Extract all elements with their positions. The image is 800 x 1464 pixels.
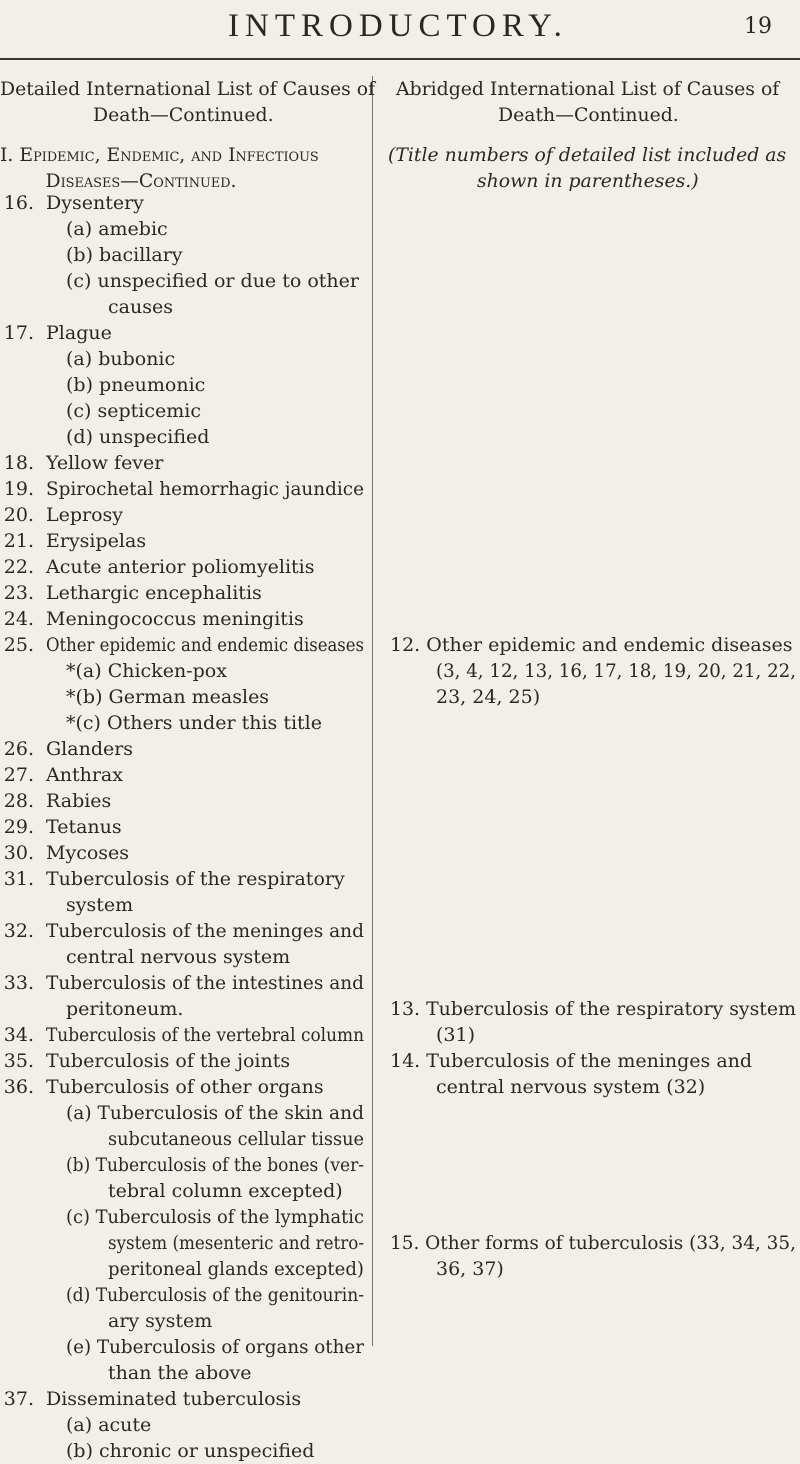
- running-head-title: INTRODUCTORY.: [228, 8, 568, 44]
- entry-text: *(c) Others under this title: [66, 712, 322, 734]
- list-entry-continuation: [0, 1100, 368, 1126]
- list-entry-continuation: [0, 346, 368, 372]
- list-entry-continuation: [0, 996, 368, 1022]
- entry-number: 27.: [3, 764, 34, 786]
- entry-number: 31.: [3, 868, 34, 890]
- entry-text: peritoneum.: [66, 998, 184, 1020]
- list-entry-continuation: [0, 1412, 368, 1438]
- entry-text: causes: [108, 296, 173, 318]
- entry-text: *(b) German measles: [66, 686, 270, 708]
- entry-text: Disseminated tuberculosis: [46, 1388, 302, 1410]
- entry-number: 34.: [3, 1024, 34, 1046]
- abridged-entry-14-cont: central nervous system (32): [436, 1076, 706, 1098]
- list-entry-continuation: [0, 1256, 368, 1282]
- abridged-list-note-line2: shown in parentheses.): [477, 170, 699, 192]
- list-entry: [0, 970, 368, 996]
- list-entry: [0, 580, 368, 606]
- entry-text: (a) acute: [66, 1414, 152, 1436]
- list-entry: [0, 528, 368, 554]
- entry-text: subcutaneous cellular tissue: [108, 1128, 364, 1150]
- list-entry-continuation: [0, 372, 368, 398]
- entry-text: Tuberculosis of the vertebral column: [46, 1024, 364, 1046]
- entry-text: Lethargic encephalitis: [46, 582, 262, 604]
- entry-text: Erysipelas: [46, 530, 147, 552]
- entry-number: 32.: [3, 920, 34, 942]
- list-entry: [0, 736, 368, 762]
- list-entry-continuation: [0, 1126, 368, 1152]
- entry-text: (e) Tuberculosis of organs other: [66, 1336, 364, 1358]
- list-entry: [0, 1022, 368, 1048]
- entry-text: (b) Tuberculosis of the bones (ver-: [66, 1154, 364, 1176]
- list-entry: [0, 320, 368, 346]
- entry-text: system: [66, 894, 134, 916]
- abridged-list-note: [378, 142, 800, 194]
- page-number: 19: [744, 14, 772, 39]
- header-rule: [0, 58, 800, 60]
- list-entry-continuation: [0, 294, 368, 320]
- list-entry-continuation: [0, 1360, 368, 1386]
- abridged-entry-15-title: 15. Other forms of tuberculosis (33, 34, 35,: [390, 1232, 796, 1254]
- entry-text: Mycoses: [46, 842, 130, 864]
- list-entry-continuation: [0, 684, 368, 710]
- entry-number: 20.: [3, 504, 34, 526]
- list-entry-continuation: [0, 242, 368, 268]
- list-entry: [0, 1048, 368, 1074]
- list-entry: [0, 1386, 368, 1412]
- abridged-entry-12-refs-cont: 23, 24, 25): [436, 686, 541, 708]
- abridged-entry-13-refs: (31): [436, 1024, 476, 1046]
- entry-text: Spirochetal hemorrhagic jaundice: [46, 478, 364, 500]
- column-divider: [372, 76, 373, 1346]
- entry-number: 37.: [3, 1388, 34, 1410]
- entry-text: Tuberculosis of the intestines and: [46, 972, 364, 994]
- entry-text: Yellow fever: [46, 452, 164, 474]
- abridged-entry-15-cont: 36, 37): [436, 1258, 504, 1280]
- list-entry-continuation: [0, 710, 368, 736]
- list-entry: [0, 814, 368, 840]
- list-entry-continuation: [0, 1178, 368, 1204]
- entry-number: 21.: [3, 530, 34, 552]
- entry-text: Plague: [46, 322, 112, 344]
- abridged-entry-13-title: 13. Tuberculosis of the respiratory system: [390, 998, 796, 1020]
- section-heading-line1: I. Epidemic, Endemic, and Infectious: [0, 144, 319, 166]
- entry-text: (b) bacillary: [66, 244, 183, 266]
- entry-text: Tuberculosis of the meninges and: [46, 920, 364, 942]
- section-heading: [0, 142, 368, 194]
- abridged-list-header: [378, 76, 800, 128]
- list-entry-continuation: [0, 892, 368, 918]
- entry-text: (a) bubonic: [66, 348, 176, 370]
- entry-number: 30.: [3, 842, 34, 864]
- abridged-entry-14-title: 14. Tuberculosis of the meninges and: [390, 1050, 753, 1072]
- list-entry: [0, 788, 368, 814]
- detailed-list-header: [0, 76, 376, 128]
- list-entry-continuation: [0, 1334, 368, 1360]
- entry-text: *(a) Chicken-pox: [66, 660, 227, 682]
- list-entry: [0, 866, 368, 892]
- abridged-entry-12-refs: (3, 4, 12, 13, 16, 17, 18, 19, 20, 21, 22,: [436, 660, 796, 682]
- entry-number: 35.: [3, 1050, 34, 1072]
- entry-number: 18.: [3, 452, 34, 474]
- list-entry: [0, 918, 368, 944]
- detailed-list-header-line1: Detailed International List of Causes of: [0, 78, 376, 100]
- entry-text: (c) septicemic: [66, 400, 201, 422]
- entry-text: system (mesenteric and retro-: [108, 1232, 364, 1254]
- list-entry-continuation: [0, 1438, 368, 1464]
- detailed-list-header-line2: Death—Continued.: [92, 104, 274, 126]
- entry-number: 16.: [3, 192, 34, 214]
- entry-number: 19.: [3, 478, 34, 500]
- entry-text: ary system: [108, 1310, 213, 1332]
- entry-number: 22.: [3, 556, 34, 578]
- list-entry-continuation: [0, 216, 368, 242]
- entry-text: Rabies: [46, 790, 112, 812]
- entry-text: (a) Tuberculosis of the skin and: [66, 1102, 364, 1124]
- abridged-list-header-line1: Abridged International List of Causes of: [395, 78, 779, 100]
- abridged-list-header-line2: Death—Continued.: [497, 104, 679, 126]
- entry-number: 29.: [3, 816, 34, 838]
- list-entry-continuation: [0, 658, 368, 684]
- list-entry: [0, 502, 368, 528]
- entry-number: 24.: [3, 608, 34, 630]
- section-heading-line2: Diseases—Continued.: [45, 170, 237, 192]
- abridged-list-note-line1: (Title numbers of detailed list included as: [388, 144, 787, 166]
- list-entry: [0, 840, 368, 866]
- list-entry-continuation: [0, 1152, 368, 1178]
- list-entry: [0, 762, 368, 788]
- list-entry: [0, 1074, 368, 1100]
- entry-text: Tuberculosis of the joints: [46, 1050, 291, 1072]
- list-entry: [0, 606, 368, 632]
- list-entry-continuation: [0, 268, 368, 294]
- list-entry: [0, 190, 368, 216]
- list-entry: [0, 554, 368, 580]
- entry-text: (c) Tuberculosis of the lymphatic: [66, 1206, 364, 1228]
- entry-text: Other epidemic and endemic diseases: [46, 634, 364, 656]
- list-entry: [0, 632, 368, 658]
- entry-number: 23.: [3, 582, 34, 604]
- list-entry: [0, 450, 368, 476]
- entry-text: Acute anterior poliomyelitis: [46, 556, 315, 578]
- entry-text: Anthrax: [46, 764, 123, 786]
- entry-text: than the above: [108, 1362, 252, 1384]
- list-entry-continuation: [0, 424, 368, 450]
- entry-text: Glanders: [46, 738, 134, 760]
- entry-text: central nervous system: [66, 946, 291, 968]
- entry-text: Tuberculosis of other organs: [46, 1076, 324, 1098]
- list-entry-continuation: [0, 398, 368, 424]
- entry-text: Meningococcus meningitis: [46, 608, 304, 630]
- entry-text: (c) unspecified or due to other: [66, 270, 359, 292]
- entry-number: 25.: [3, 634, 34, 656]
- entry-number: 33.: [3, 972, 34, 994]
- entry-text: (b) pneumonic: [66, 374, 206, 396]
- entry-text: peritoneal glands excepted): [108, 1258, 364, 1280]
- entry-number: 36.: [3, 1076, 34, 1098]
- list-entry-continuation: [0, 1308, 368, 1334]
- entry-number: 17.: [3, 322, 34, 344]
- list-entry-continuation: [0, 1204, 368, 1230]
- abridged-entry-12-title: 12. Other epidemic and endemic diseases: [390, 634, 793, 656]
- list-entry-continuation: [0, 1282, 368, 1308]
- entry-text: Tuberculosis of the respiratory: [46, 868, 345, 890]
- list-entry-continuation: [0, 1230, 368, 1256]
- entry-number: 26.: [3, 738, 34, 760]
- entry-text: Tetanus: [46, 816, 122, 838]
- list-entry-continuation: [0, 944, 368, 970]
- running-head: [0, 8, 800, 56]
- entry-text: Dysentery: [46, 192, 144, 214]
- entry-text: (d) unspecified: [66, 426, 210, 448]
- entry-text: (a) amebic: [66, 218, 168, 240]
- list-entry: [0, 476, 368, 502]
- entry-number: 28.: [3, 790, 34, 812]
- entry-text: (d) Tuberculosis of the genitourin-: [66, 1284, 364, 1306]
- entry-text: (b) chronic or unspecified: [66, 1440, 315, 1462]
- entry-text: Leprosy: [46, 504, 124, 526]
- entry-text: tebral column excepted): [108, 1180, 343, 1202]
